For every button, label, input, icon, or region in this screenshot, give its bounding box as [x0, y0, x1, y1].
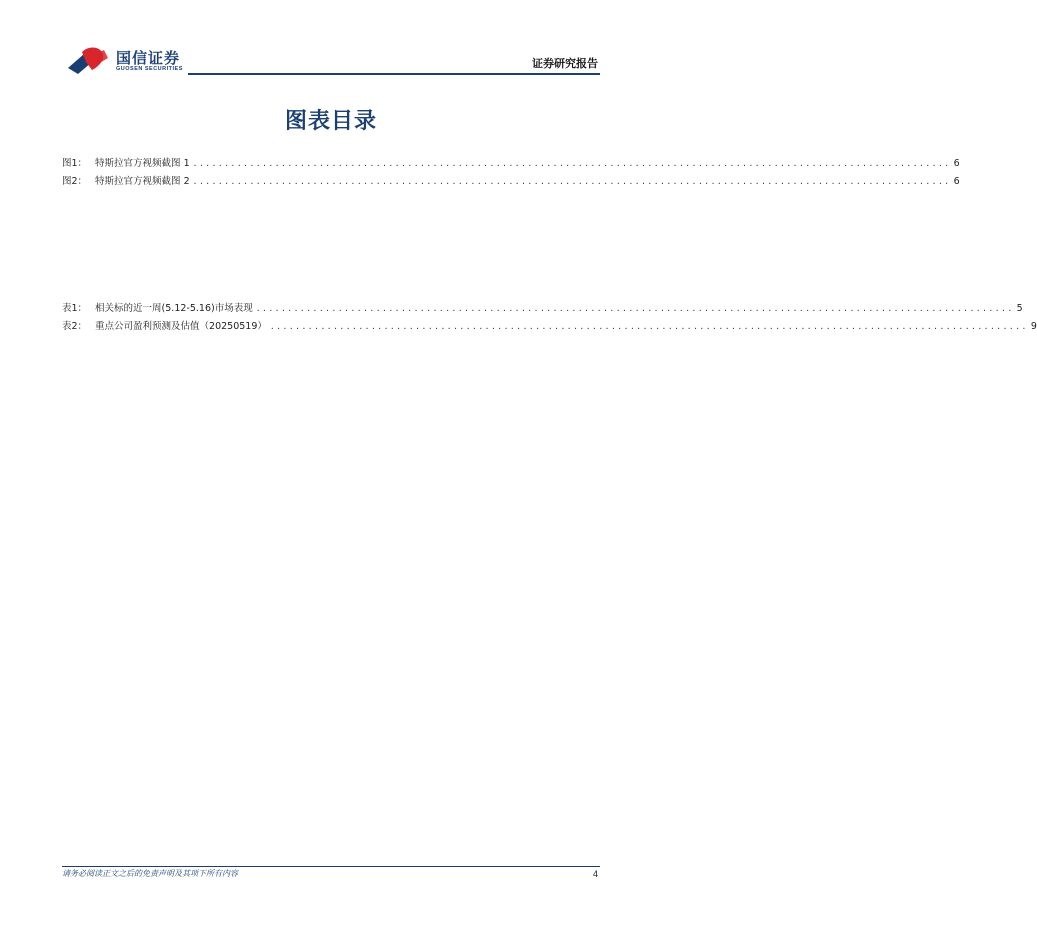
toc-leader-dots: ........................................................................................................................ [192, 159, 951, 168]
toc-leader-dots: ........................................................................................................................ [255, 304, 1014, 313]
toc-entry-figure-1[interactable] [62, 155, 960, 173]
page-title: 图表目录 [284, 109, 377, 134]
toc-entry-figure-2[interactable] [62, 173, 960, 191]
toc-entry-page: 6 [953, 158, 960, 169]
toc-entry-text: 特斯拉官方视频截图 2 [95, 176, 190, 187]
toc-entry-label: 图1： [62, 158, 88, 169]
toc-entry-page: 5 [1016, 303, 1023, 314]
footer-disclaimer: 请务必阅读正文之后的免责声明及其项下所有内容 [62, 869, 238, 878]
toc-entry-label: 图2： [62, 176, 88, 187]
toc-leader-dots: ........................................................................................................................ [192, 177, 951, 186]
toc-entry-label: 表2： [62, 321, 88, 332]
toc-entry-label: 表1： [62, 303, 88, 314]
table-list [62, 300, 1037, 336]
toc-entry-table-2[interactable] [62, 318, 1037, 336]
toc-entry-page: 9 [1030, 321, 1037, 332]
toc-entry-text: 相关标的近一周(5.12-5.16)市场表现 [95, 303, 253, 314]
figure-list [62, 155, 960, 191]
toc-entry-page: 6 [953, 176, 960, 187]
toc-entry-table-1[interactable] [62, 300, 1023, 318]
footer-divider [62, 866, 600, 867]
page-number: 4 [592, 869, 598, 879]
company-logo [64, 44, 194, 78]
logo-english-name: GUOSEN SECURITIES [116, 66, 183, 72]
guosen-logo-icon [64, 46, 110, 76]
toc-leader-dots: ........................................................................................................................ [269, 322, 1028, 331]
toc-entry-text: 特斯拉官方视频截图 1 [95, 158, 190, 169]
report-type-label: 证券研究报告 [532, 57, 598, 70]
header-divider [188, 73, 600, 75]
toc-entry-text: 重点公司盈利预测及估值（20250519） [95, 321, 267, 332]
logo-chinese-name: 国信证券 [116, 49, 181, 67]
